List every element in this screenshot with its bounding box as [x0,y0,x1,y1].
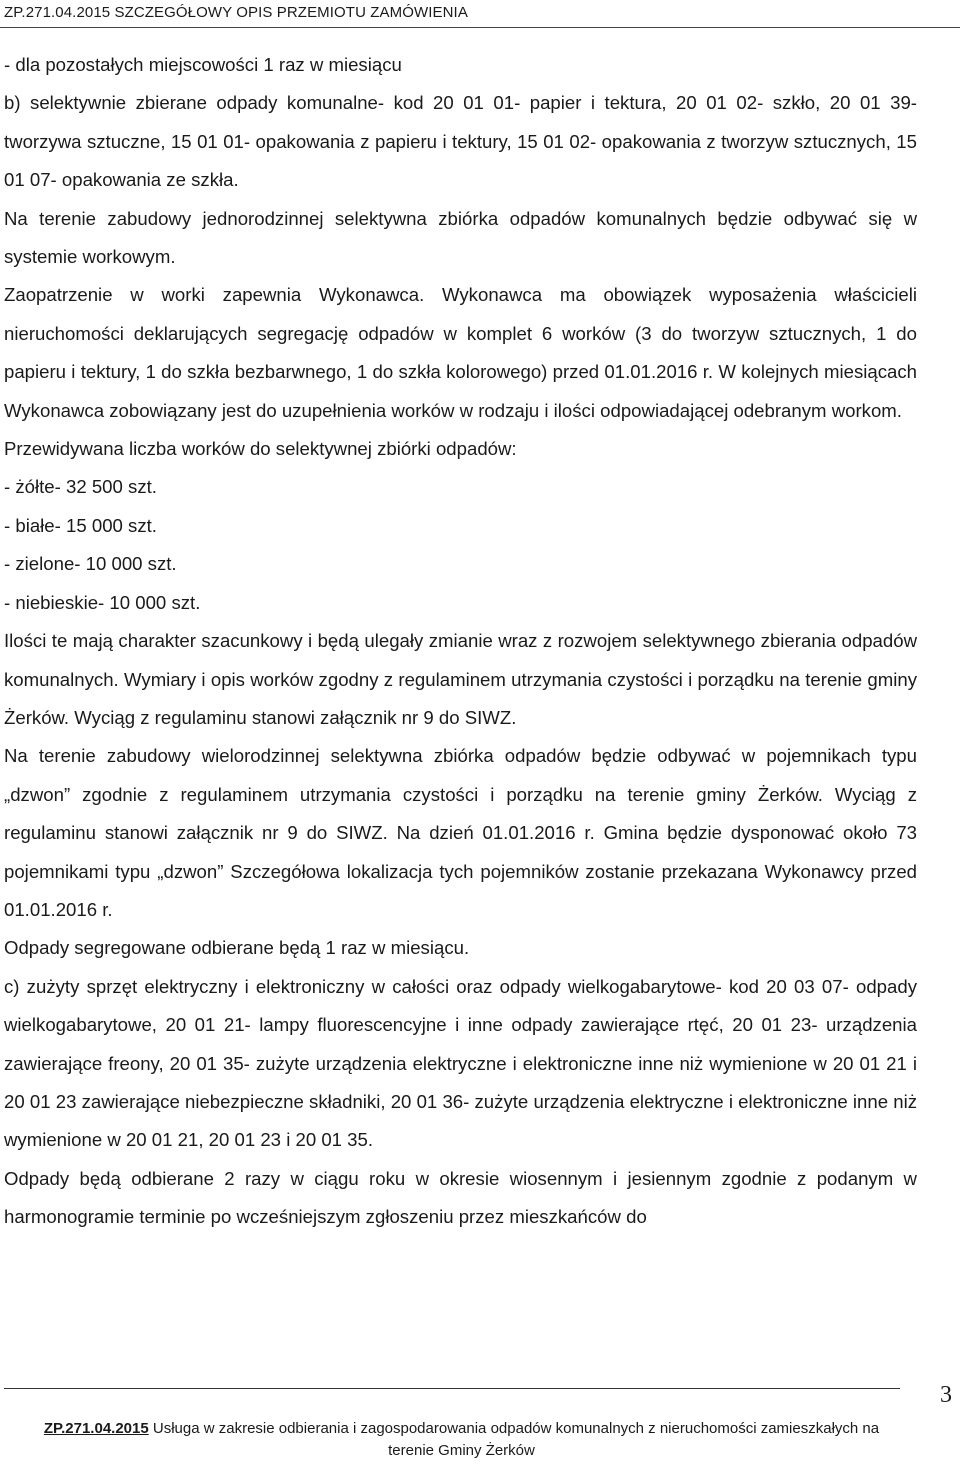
paragraph-single-family: Na terenie zabudowy jednorodzinnej selektywna zbiórka odpadów komunalnych będzie odbywać się w systemie workowym. [4,207,917,268]
paragraph-electronic-bulky: c) zużyty sprzęt elektryczny i elektroniczny w całości oraz odpady wielkogabarytowe- kod 20 03 07- odpady wielkogabarytowe, 20 01 21- lampy fluorescencyjne i inne odpady zawierające rtęć, 20 01 23- urządzenia zawierające freony, 20 01 35- zużyte urządzenia elektryczne i elektroniczne inne niż wymienione w 20 01 21 i 20 01 23 zawierające niebezpieczne składniki, 20 01 36- zużyte urządzenia elektryczne i elektroniczne inne niż wymienione w 20 01 21, 20 01 23 i 20 01 35. [4,975,917,1151]
paragraph-frequency-segregated: Odpady segregowane odbierane będą 1 raz w miesiącu. [4,937,470,959]
footer-description: Usługa w zakresie odbierania i zagospodarowania odpadów komunalnych z nieruchomości zamieszkałych na [148,1420,880,1437]
page-header: ZP.271.04.2015 SZCZEGÓŁOWY OPIS PRZEMIOTU ZAMÓWIENIA [4,4,468,21]
paragraph-multi-family: Na terenie zabudowy wielorodzinnej selektywna zbiórka odpadów będzie odbywać w pojemnikach typu „dzwon” zgodnie z regulaminem utrzymania czystości i porządku na terenie gminy Żerków. Wyciąg z regulaminu stanowi załącznik nr 9 do SIWZ. Na dzień 01.01.2016 r. Gmina będzie dysponować około 73 pojemnikami typu „dzwon” Szczegółowa lokalizacja tych pojemników zostanie przekazana Wykonawcy przed 01.01.2016 r. [4,745,917,920]
footer-line-1 [4,1418,919,1440]
page-footer [4,1418,919,1462]
paragraph-bags-supply: Zaopatrzenie w worki zapewnia Wykonawca. Wykonawca ma obowiązek wyposażenia właścicieli nieruchomości deklarujących segregację odpadów w komplet 6 worków (3 do tworzyw sztucznych, 1 do papieru i tektury, 1 do szkła bezbarwnego, 1 do szkła kolorowego) przed 01.01.2016 r. W kolejnych miesiącach Wykonawca zobowiązany jest do uzupełnienia worków w rodzaju i ilości odpowiadającej odebranym workom. [4,284,917,421]
footer-reference-code: ZP.271.04.2015 [43,1420,149,1437]
footer-line-2: terenie Gminy Żerków [388,1442,535,1459]
paragraph-bag-count-intro: Przewidywana liczba worków do selektywnej zbiórki odpadów: [4,438,517,460]
paragraph-selective-waste: b) selektywnie zbierane odpady komunalne- kod 20 01 01- papier i tektura, 20 01 02- szkło, 20 01 39- tworzywa sztuczne, 15 01 01- opakowania z papieru i tektury, 15 01 02- opakowania z tworzyw sztucznych, 15 01 07- opakowania ze szkła. [4,92,917,191]
footer-divider [4,1388,900,1389]
list-item-blue: - niebieskie- 10 000 szt. [4,591,201,613]
list-item-yellow: - żółte- 32 500 szt. [4,476,157,498]
header-divider [0,27,960,28]
document-body [4,46,917,1237]
paragraph-estimates: Ilości te mają charakter szacunkowy i będą ulegały zmianie wraz z rozwojem selektywnego zbierania odpadów komunalnych. Wymiary i opis worków zgodny z regulaminem utrzymania czystości i porządku na terenie gminy Żerków. Wyciąg z regulaminu stanowi załącznik nr 9 do SIWZ. [4,630,917,728]
paragraph-collection-schedule: Odpady będą odbierane 2 razy w ciągu roku w okresie wiosennym i jesiennym zgodnie z podanym w harmonogramie terminie po wcześniejszym zgłoszeniu przez mieszkańców do [4,1167,917,1228]
page-number: 3 [940,1382,952,1408]
list-item-white: - białe- 15 000 szt. [4,514,157,536]
list-item-green: - zielone- 10 000 szt. [4,553,177,575]
paragraph-frequency-other: - dla pozostałych miejscowości 1 raz w miesiącu [4,54,402,75]
